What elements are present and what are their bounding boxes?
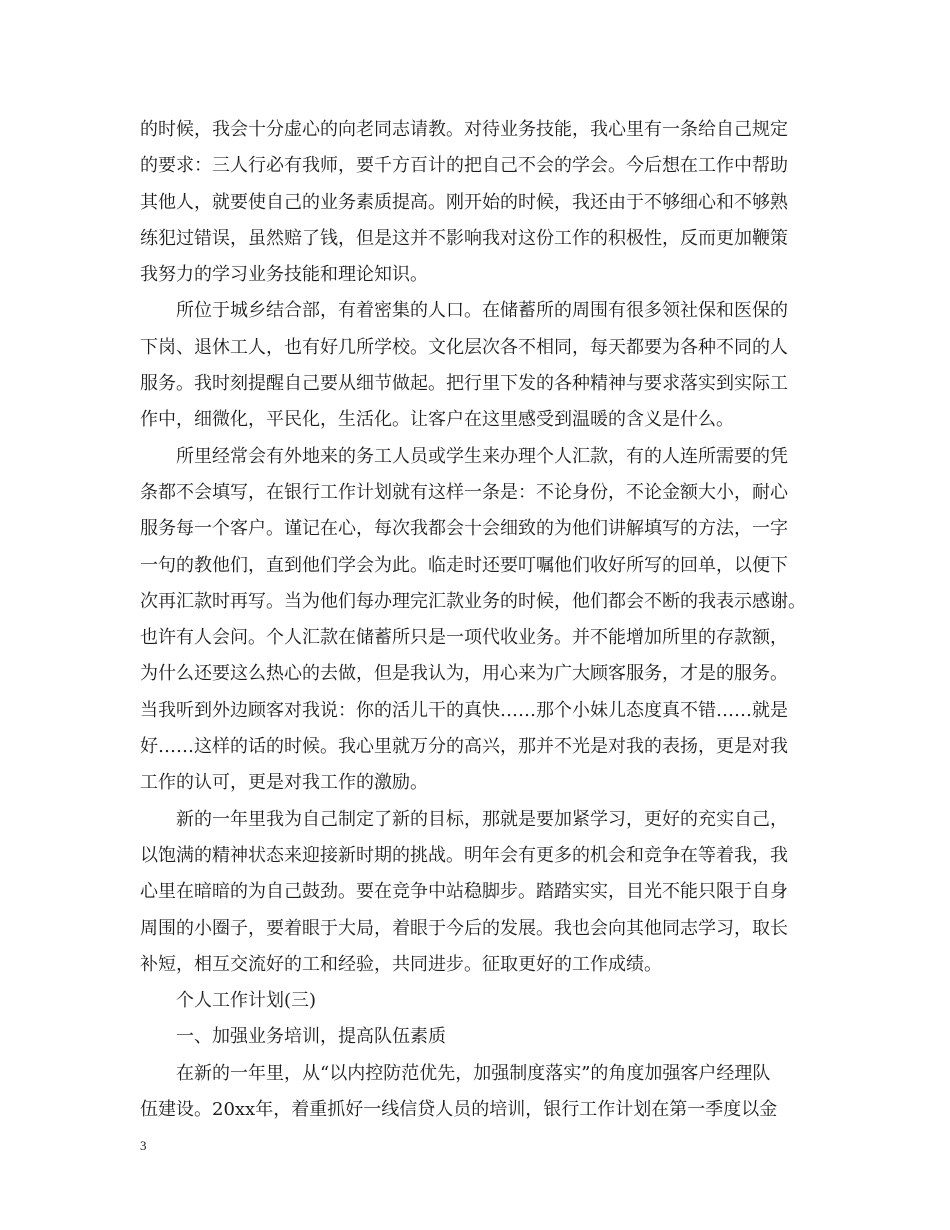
text-line: 一句的教他们，直到他们学会为此。临走时还要叮嘱他们收好所写的回单，以便下 — [140, 554, 788, 576]
text-line: 伍建设。20xx年，着重抓好一线信贷人员的培训，银行工作计划在第一季度以金 — [140, 1099, 778, 1121]
text-line: 也许有人会问。个人汇款在储蓄所只是一项代收业务。并不能增加所里的存款额， — [140, 627, 788, 649]
text-line: 次再汇款时再写。当为他们每办理完汇款业务的时候，他们都会不断的我表示感谢。 — [140, 590, 806, 612]
text-line: 心里在暗暗的为自己鼓劲。要在竞争中站稳脚步。踏踏实实，目光不能只限于自身 — [140, 881, 788, 903]
text-line: 练犯过错误，虽然赔了钱，但是这并不影响我对这份工作的积极性，反而更加鞭策 — [140, 227, 788, 249]
page-number: 3 — [140, 1138, 147, 1153]
text-line: 在新的一年里，从“以内控防范优先，加强制度落实”的角度加强客户经理队 — [176, 1062, 771, 1084]
text-line: 其他人，就要使自己的业务素质提高。刚开始的时候，我还由于不够细心和不够熟 — [140, 191, 788, 213]
text-line: 所位于城乡结合部，有着密集的人口。在储蓄所的周围有很多领社保和医保的 — [176, 300, 788, 322]
text-line: 的要求：三人行必有我师，要千方百计的把自己不会的学会。今后想在工作中帮助 — [140, 155, 788, 177]
text-line: 所里经常会有外地来的务工人员或学生来办理个人汇款，有的人连所需要的凭 — [176, 445, 788, 467]
text-line: 工作的认可，更是对我工作的激励。 — [140, 772, 428, 794]
text-line: 以饱满的精神状态来迎接新时期的挑战。明年会有更多的机会和竞争在等着我，我 — [140, 844, 788, 866]
text-line: 条都不会填写，在银行工作计划就有这样一条是：不论身份，不论金额大小，耐心 — [140, 481, 788, 503]
text-line: 的时候，我会十分虚心的向老同志请教。对待业务技能，我心里有一条给自己规定 — [140, 119, 788, 140]
text-line: 下岗、退休工人，也有好几所学校。文化层次各不相同，每天都要为各种不同的人 — [140, 336, 788, 358]
text-line: 个人工作计划(三) — [176, 990, 317, 1012]
text-line: 补短，相互交流好的工和经验，共同进步。征取更好的工作成绩。 — [140, 953, 662, 975]
text-line: 作中，细微化，平民化，生活化。让客户在这里感受到温暖的含义是什么。 — [140, 409, 734, 431]
text-line: 当我听到外边顾客对我说：你的活儿干的真快……那个小妹儿态度真不错……就是 — [140, 699, 788, 721]
document-body — [140, 112, 830, 1128]
text-line: 新的一年里我为自己制定了新的目标，那就是要加紧学习，更好的充实自己， — [176, 808, 788, 830]
text-line: 一、加强业务培训，提高队伍素质 — [176, 1026, 446, 1048]
text-line: 我努力的学习业务技能和理论知识。 — [140, 264, 428, 286]
text-line: 服务。我时刻提醒自己要从细节做起。把行里下发的各种精神与要求落实到实际工 — [140, 373, 788, 395]
text-line: 为什么还要这么热心的去做，但是我认为，用心来为广大顾客服务，才是的服务。 — [140, 663, 788, 685]
text-line: 好……这样的话的时候。我心里就万分的高兴，那并不光是对我的表扬，更是对我 — [140, 736, 788, 758]
text-line: 周围的小圈子，要着眼于大局，着眼于今后的发展。我也会向其他同志学习，取长 — [140, 917, 788, 939]
text-line: 服务每一个客户。谨记在心，每次我都会十会细致的为他们讲解填写的方法，一字 — [140, 518, 788, 540]
